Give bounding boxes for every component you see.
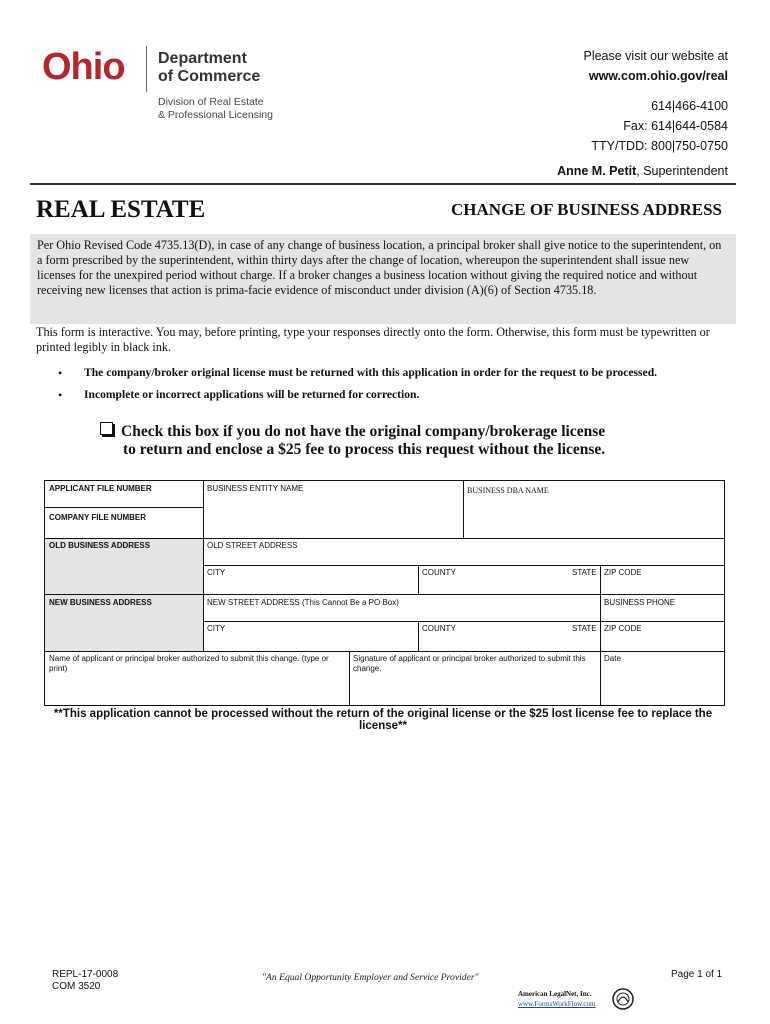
requirement-text: Incomplete or incorrect applications will be returned for correction. [84, 388, 420, 401]
grid-line [418, 565, 419, 594]
requirement-text: The company/broker original license must be returned with this application in order for the request to be processed. [84, 366, 658, 379]
date-label: Date [604, 654, 621, 663]
department-line-1: Department [158, 50, 247, 67]
statute-notice: Per Ohio Revised Code 4735.13(D), in case of any change of business location, a principal broker shall give notice to the superintendent, on a form prescribed by the superintendent, within thirty days after the change of location, whereupon the superintendent shall issue new licenses for the unexpired period without charge. If a broker changes a business location without giving the required notice and without receiving new licenses that action is prima-facie evidence of misconduct under division (A)(6) of Section 4735.18. [30, 234, 736, 324]
new-street-address-label: NEW STREET ADDRESS (This Cannot Be a PO Box) [207, 598, 399, 607]
applicant-name-label: Name of applicant or principal broker authorized to submit this change. (type or print) [49, 654, 329, 673]
grid-line [45, 507, 203, 508]
superintendent-line [557, 164, 728, 178]
address-change-form [44, 480, 725, 706]
new-street-address-field[interactable] [203, 594, 600, 621]
new-county-field[interactable] [418, 621, 568, 651]
old-state-label: STATE [572, 568, 597, 577]
bullet-icon: • [58, 388, 63, 402]
list-item [58, 388, 738, 410]
old-zip-code-label: ZIP CODE [604, 568, 642, 577]
no-license-option [100, 422, 605, 459]
grid-line [349, 651, 350, 705]
com-id: COM 3520 [52, 981, 101, 992]
publisher-seal-icon [612, 988, 634, 1010]
old-city-field[interactable] [203, 565, 418, 594]
website-link[interactable]: www.com.ohio.gov/real [588, 69, 728, 83]
applicant-name-field[interactable] [45, 651, 349, 705]
business-phone-label: BUSINESS PHONE [604, 598, 676, 607]
phone-number: 614|466-4100 [651, 99, 728, 113]
requirements-list [58, 366, 738, 410]
ohio-logo: Ohio [42, 46, 125, 88]
new-state-field[interactable] [568, 621, 600, 651]
checkbox-label-line-2: to return and enclose a $25 fee to process this request without the license. [123, 441, 606, 458]
publisher-link[interactable]: www.FormsWorkFlow.com [518, 1000, 596, 1008]
grid-line [418, 621, 419, 651]
processing-warning: **This application cannot be processed without the return of the original license or the $25 lost license fee to replace the license** [53, 708, 713, 732]
signature-label: Signature of applicant or principal broker authorized to submit this change. [353, 654, 586, 673]
grid-line [463, 481, 464, 538]
grid-line [203, 621, 725, 622]
old-business-address-label: OLD BUSINESS ADDRESS [45, 538, 203, 594]
company-file-number-label: COMPANY FILE NUMBER [49, 513, 147, 522]
department-name [158, 50, 260, 86]
new-zip-code-label: ZIP CODE [604, 624, 642, 633]
new-city-field[interactable] [203, 621, 418, 651]
business-dba-name-field[interactable] [463, 481, 725, 538]
form-title: CHANGE OF BUSINESS ADDRESS [451, 200, 722, 219]
date-field[interactable] [600, 651, 725, 705]
interactive-note: This form is interactive. You may, before printing, type your responses directly onto the form. Otherwise, this form must be typewritten or printed legibly in black ink. [36, 325, 710, 354]
form-codes [52, 969, 118, 993]
old-zip-code-field[interactable] [600, 565, 725, 594]
page-number: Page 1 of 1 [671, 969, 723, 980]
old-city-label: CITY [207, 568, 226, 577]
publisher-name: American LegalNet, Inc. [518, 990, 592, 998]
bullet-icon: • [58, 366, 63, 380]
grid-line [203, 565, 725, 566]
new-city-label: CITY [207, 624, 226, 633]
old-county-field[interactable] [418, 565, 568, 594]
new-zip-code-field[interactable] [600, 621, 725, 651]
business-entity-name-field[interactable] [203, 481, 463, 538]
business-dba-name-label: BUSINESS DBA NAME [467, 486, 549, 495]
old-state-field[interactable] [568, 565, 600, 594]
new-business-address-label: NEW BUSINESS ADDRESS [45, 594, 203, 651]
equal-opportunity-statement: "An Equal Opportunity Employer and Service Provider" [262, 972, 479, 983]
superintendent-name: Anne M. Petit [557, 164, 637, 178]
applicant-file-number-label: APPLICANT FILE NUMBER [49, 484, 152, 493]
division-name [158, 96, 273, 122]
logo-divider [146, 46, 147, 92]
list-item [58, 366, 738, 388]
publisher-block [518, 989, 595, 1009]
new-state-label: STATE [572, 624, 597, 633]
no-license-checkbox[interactable] [100, 422, 113, 435]
form-id: REPL-17-0008 [52, 969, 119, 980]
grid-line [45, 651, 725, 652]
old-street-address-label: OLD STREET ADDRESS [207, 541, 298, 550]
grid-line [45, 538, 725, 539]
old-street-address-field[interactable] [203, 538, 725, 565]
business-phone-field[interactable] [600, 594, 725, 621]
grid-line [45, 594, 725, 595]
page-title: REAL ESTATE [36, 196, 206, 223]
visit-text: Please visit our website at [583, 49, 728, 63]
new-county-label: COUNTY [422, 624, 456, 633]
contact-block [583, 46, 728, 156]
business-entity-name-label: BUSINESS ENTITY NAME [207, 484, 304, 493]
header-rule [30, 183, 736, 185]
division-line-1: Division of Real Estate [158, 96, 264, 108]
checkbox-label-line-1: Check this box if you do not have the original company/brokerage license [121, 423, 606, 440]
grid-line [600, 565, 601, 705]
fax-number: Fax: 614|644-0584 [623, 119, 728, 133]
old-county-label: COUNTY [422, 568, 456, 577]
grid-line [203, 481, 204, 651]
signature-field[interactable] [349, 651, 600, 705]
superintendent-title: , Superintendent [636, 164, 728, 178]
department-line-2: of Commerce [158, 68, 261, 85]
tty-number: TTY/TDD: 800|750-0750 [591, 139, 728, 153]
division-line-2: & Professional Licensing [158, 109, 273, 121]
